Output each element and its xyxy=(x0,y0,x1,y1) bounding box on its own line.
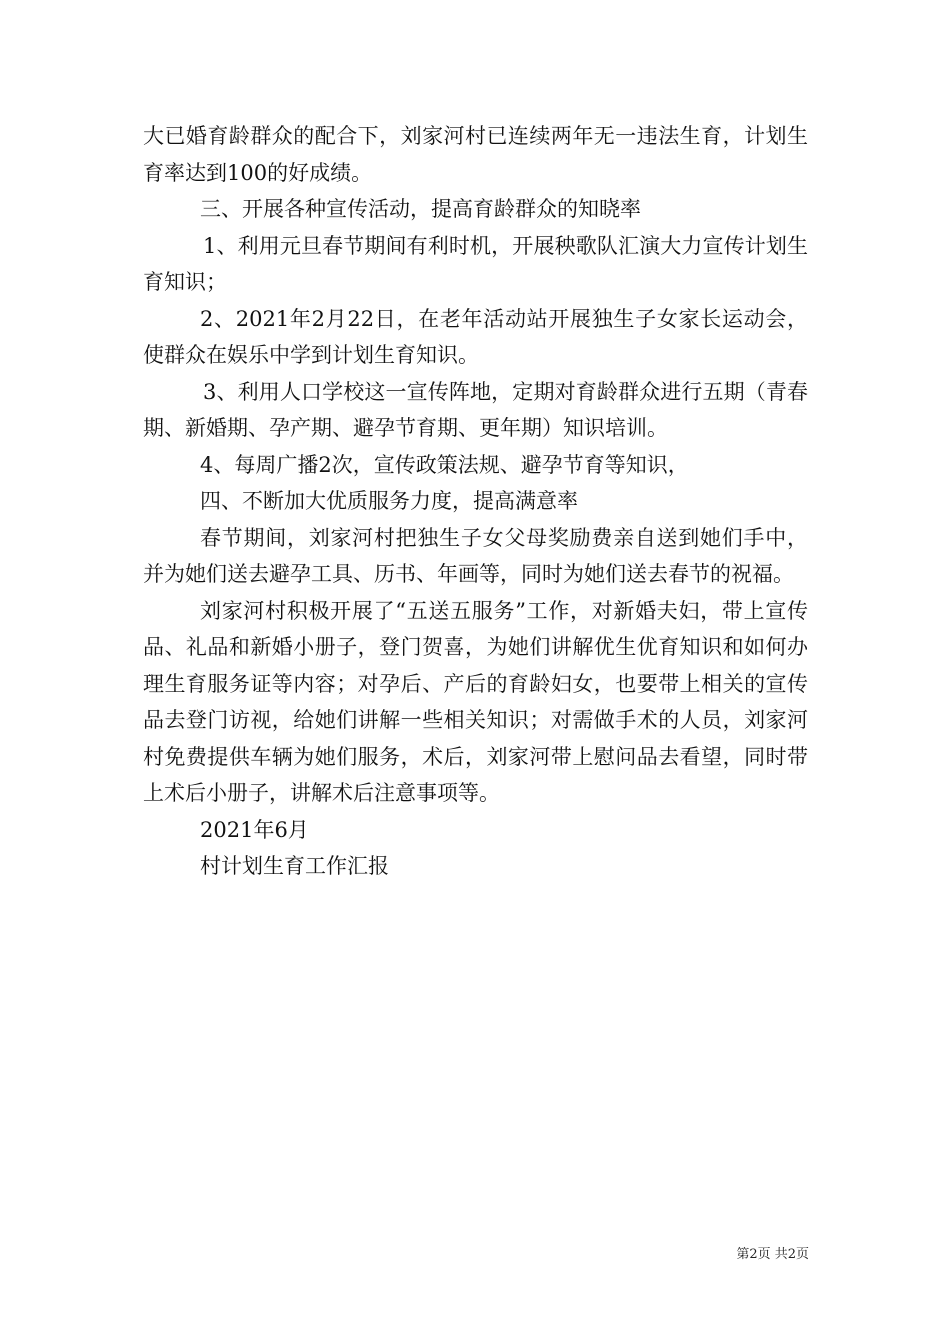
list-item-2: 2、2021年2月22日，在老年活动站开展独生子女家长运动会，使群众在娱乐中学到计划生育知识。 xyxy=(143,306,808,367)
document-body xyxy=(143,118,808,885)
document-date: 2021年6月 xyxy=(200,817,309,842)
document-title: 村计划生育工作汇报 xyxy=(200,854,389,878)
paragraph-continuation: 大已婚育龄群众的配合下，刘家河村已连续两年无一违法生育，计划生育率达到100的好成绩。 xyxy=(143,124,808,185)
list-item-4: 4、每周广播2次，宣传政策法规、避孕节育等知识， xyxy=(200,452,689,477)
page-number-footer: 第2页 共2页 xyxy=(736,1247,809,1262)
list-item-3: 3、利用人口学校这一宣传阵地，定期对育龄群众进行五期（青春期、新婚期、孕产期、避孕节育期、更年期）知识培训。 xyxy=(143,379,808,440)
list-item-1: 1、利用元旦春节期间有利时机，开展秧歌队汇演大力宣传计划生育知识； xyxy=(143,233,808,294)
paragraph-spring-festival: 春节期间，刘家河村把独生子女父母奖励费亲自送到她们手中，并为她们送去避孕工具、历书、年画等，同时为她们送去春节的祝福。 xyxy=(143,525,808,586)
paragraph-five-services: 刘家河村积极开展了“五送五服务”工作，对新婚夫妇，带上宣传品、礼品和新婚小册子，登门贺喜，为她们讲解优生优育知识和如何办理生育服务证等内容；对孕后、产后的育龄妇女，也要带上相关的宣传品去登门访视，给她们讲解一些相关知识；对需做手术的人员，刘家河村免费提供车辆为她们服务，术后，刘家河带上慰问品去看望，同时带上术后小册子，讲解术后注意事项等。 xyxy=(143,598,808,805)
section-heading-service: 四、不断加大优质服务力度，提高满意率 xyxy=(200,489,578,513)
section-heading-publicity: 三、开展各种宣传活动，提高育龄群众的知晓率 xyxy=(200,197,641,221)
